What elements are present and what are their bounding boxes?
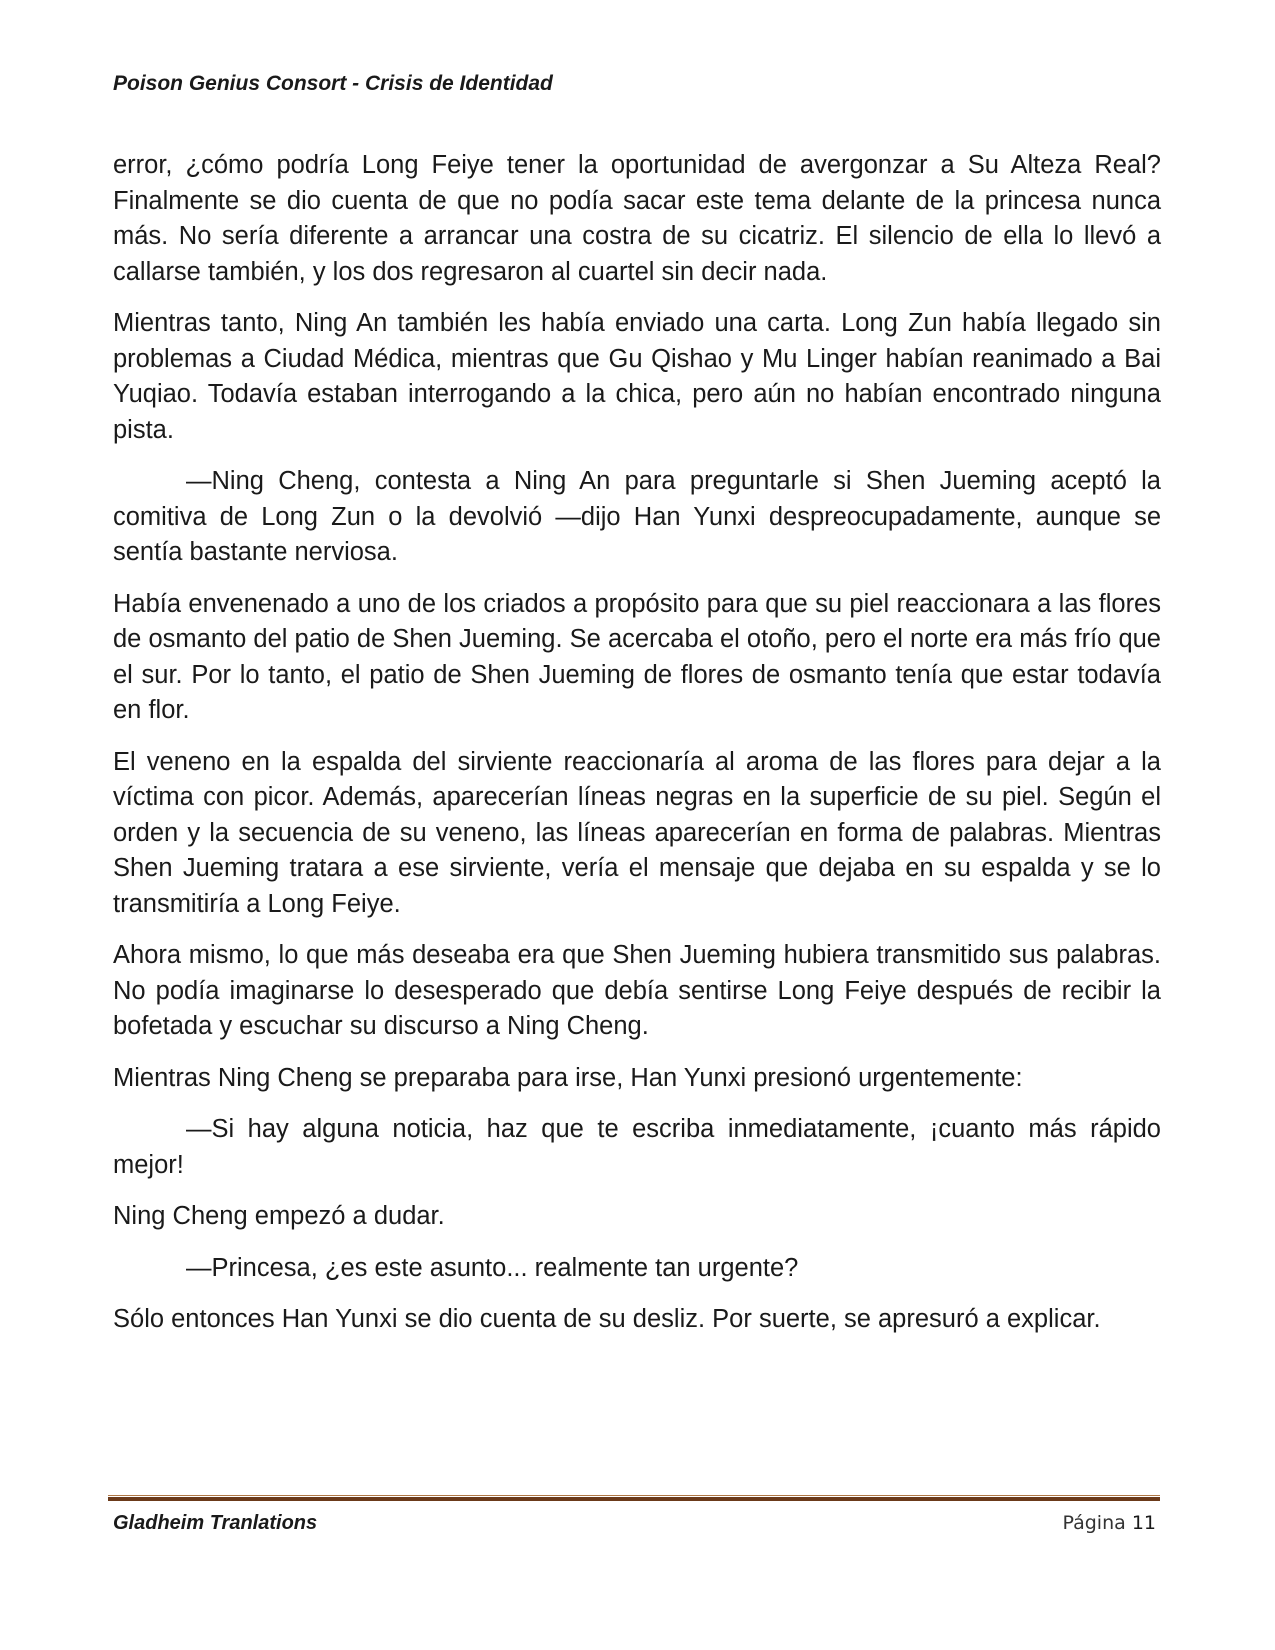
dialogue-paragraph: —Princesa, ¿es este asunto... realmente tan urgente? — [186, 1253, 799, 1282]
paragraph: Ning Cheng empezó a dudar. — [113, 1202, 445, 1230]
running-header: Poison Genius Consort - Crisis de Identidad — [113, 72, 553, 95]
dialogue-paragraph: —Si hay alguna noticia, haz que te escriba inmediatamente, ¡cuanto más rápido mejor! — [113, 1115, 1161, 1179]
paragraph: Ahora mismo, lo que más deseaba era que Shen Jueming hubiera transmitido sus palabras. No podía imaginarse lo desesperado que debía sentirse Long Feiye después de recibir la bofetada y escuchar su discurso a Ning Cheng. — [113, 941, 1161, 1040]
footer-publisher: Gladheim Tranlations — [113, 1512, 318, 1534]
paragraph: Había envenenado a uno de los criados a propósito para que su piel reaccionara a las flores de osmanto del patio de Shen Jueming. Se acercaba el otoño, pero el norte era más frío que el sur. Por lo tanto, el patio de Shen Jueming de flores de osmanto tenía que estar todavía en flor. — [113, 589, 1161, 724]
footer-divider-thick — [108, 1497, 1160, 1501]
page-label: Página — [1062, 1512, 1126, 1534]
body-text — [113, 148, 1161, 1354]
page-number: 11 — [1131, 1512, 1156, 1534]
footer-divider-thin — [108, 1495, 1160, 1496]
paragraph: El veneno en la espalda del sirviente reaccionaría al aroma de las flores para dejar a la víctima con picor. Además, aparecerían líneas negras en la superficie de su piel. Según el orden y la secuencia de su veneno, las líneas aparecerían en forma de palabras. Mientras Shen Jueming tratara a ese sirviente, vería el mensaje que dejaba en su espalda y se lo transmitiría a Long Feiye. — [113, 747, 1161, 918]
dialogue-paragraph: —Ning Cheng, contesta a Ning An para preguntarle si Shen Jueming aceptó la comitiva de Long Zun o la devolvió —dijo Han Yunxi despreocupadamente, aunque se sentía bastante nerviosa. — [113, 467, 1161, 566]
page-number-footer — [1062, 1512, 1156, 1534]
footer-divider — [108, 1495, 1160, 1501]
paragraph: Mientras tanto, Ning An también les había enviado una carta. Long Zun había llegado sin problemas a Ciudad Médica, mientras que Gu Qishao y Mu Linger habían reanimado a Bai Yuqiao. Todavía estaban interrogando a la chica, pero aún no habían encontrado ninguna pista. — [113, 309, 1161, 444]
paragraph: Mientras Ning Cheng se preparaba para irse, Han Yunxi presionó urgentemente: — [113, 1063, 1023, 1092]
paragraph: Sólo entonces Han Yunxi se dio cuenta de su desliz. Por suerte, se apresuró a explicar. — [113, 1305, 1101, 1333]
paragraph: error, ¿cómo podría Long Feiye tener la oportunidad de avergonzar a Su Alteza Real? Finalmente se dio cuenta de que no podía sacar este tema delante de la princesa nunca más. No sería diferente a arrancar una costra de su cicatriz. El silencio de ella lo llevó a callarse también, y los dos regresaron al cuartel sin decir nada. — [113, 151, 1161, 286]
